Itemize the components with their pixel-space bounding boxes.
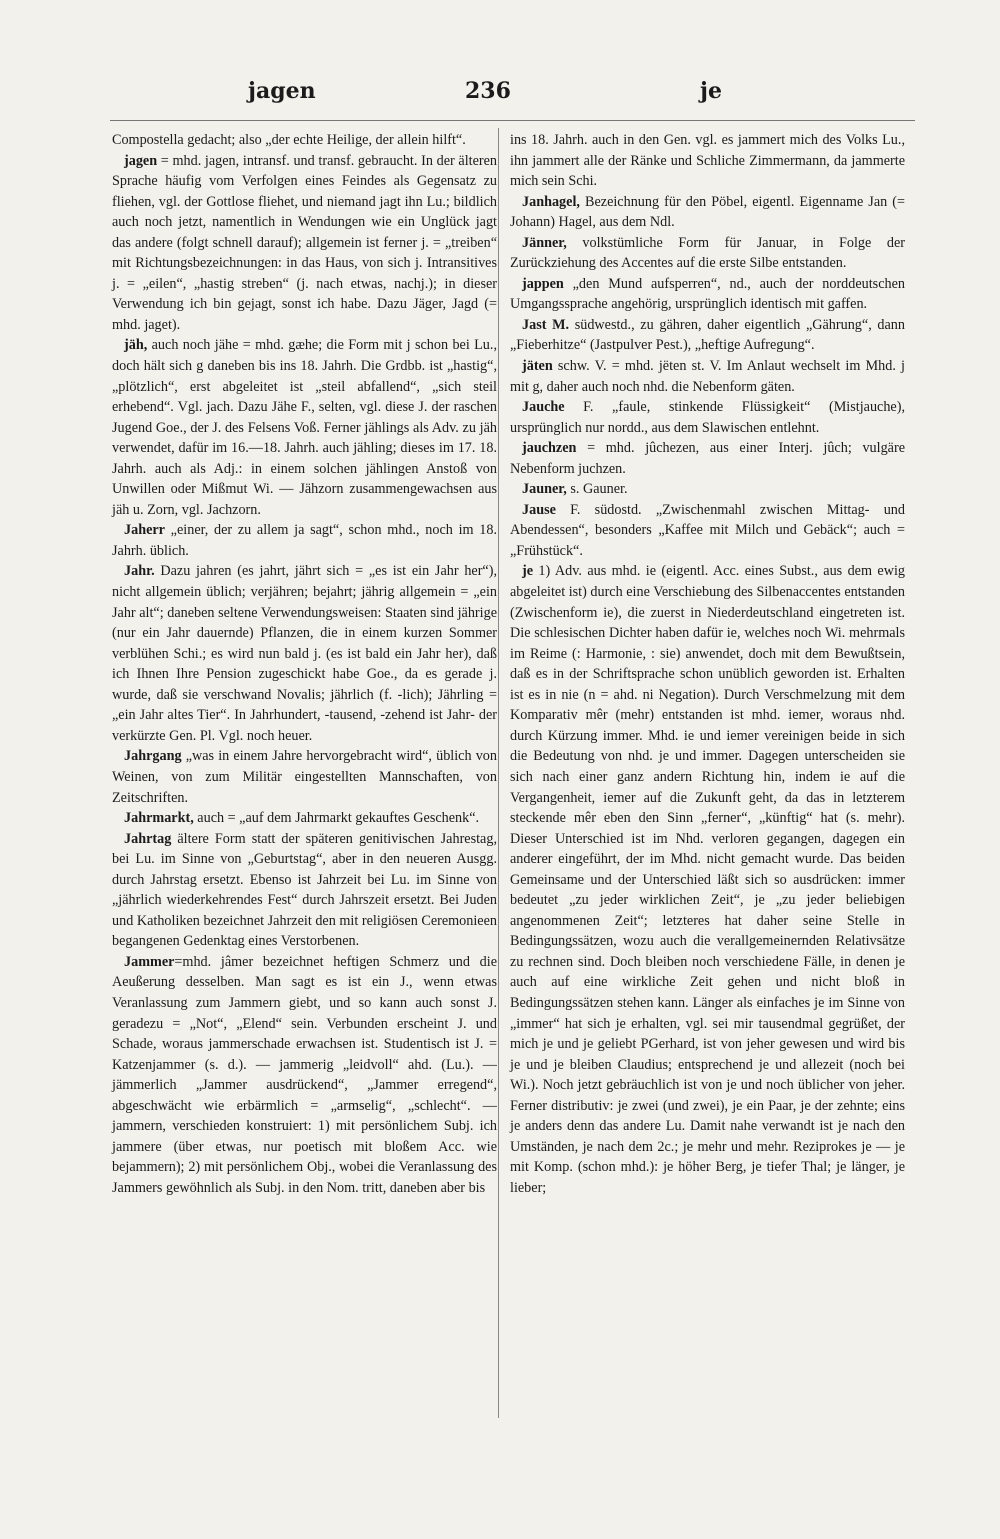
dictionary-entry [510,479,905,500]
entry-headword: Jahrgang [124,748,182,765]
entry-text: = mhd. jûchezen, aus einer Interj. jûch; vulgäre Nebenform juchzen. [510,440,905,477]
entry-text: „einer, der zu allem ja sagt“, schon mhd., noch im 18. Jahrh. üblich. [112,522,497,559]
entry-text: Bezeichnung für den Pöbel, eigentl. Eigenname Jan (= Johann) Hagel, aus dem Ndl. [510,193,905,231]
dictionary-entry [112,952,497,1199]
dictionary-entry [510,233,905,274]
dictionary-entry [510,192,905,233]
entry-text: südwestd., zu gähren, daher eigentlich „Gährung“, dann „Fieberhitze“ (Jastpulver Pest.), „heftige Aufregung“. [510,316,905,354]
entry-text: =mhd. jâmer bezeichnet heftigen Schmerz und die Aeußerung desselben. Man sagt es ist ein J., wenn etwas Veranlassung zum Jammern giebt, und so kann auch sonst J. geradezu = „Not“, „Elend“ sein. Verbunden erscheint J. und Schade, woraus jammerschade erwachsen ist. Studentisch ist J. = Katzenjammer (s. d.). — jammerig „leidvoll“ ahd. (Lu.). — jämmerlich „Jammer ausdrückend“, „Jammer erregend“, abgeschwächt wie erbärmlich = „armselig“, „schlecht“. — jammern, verschieden konstruiert: 1) mit persönlichem Subj. ich jammere (über etwas, nur poetisch mit bloßem Acc. wie bejammern); 2) mit persönlichem Obj., wobei die Veranlassung des Jammers gewöhnlich als Subj. in den Nom. tritt, daneben aber bis [112,953,497,1196]
entry-text: F. „faule, stinkende Flüssigkeit“ (Mistjauche), ursprünglich nur nordd., aus dem Slawischen entlehnt. [510,399,905,436]
entry-headword: Jahrtag [124,830,172,847]
dictionary-entry [112,151,497,336]
entry-text: s. Gauner. [566,481,628,498]
dictionary-entry [112,746,497,808]
entry-text: auch noch jähe = mhd. gæhe; die Form mit j schon bei Lu., doch hält sich g daneben bis ins 18. Jahrh. Die Grdbb. ist „hastig“, „plötzlich“, erst abgeleitet ist „steil abfallend“, „sich steil erhebend“. Vgl. jach. Dazu Jähe F., selten, vgl. diese J. der raschen Jugend Goe., der J. des Felsens Voß. Ferner jählings als Adv. zu jäh verwendet, dafür im 16.—18. Jahrh. auch jähling; dieses im 17. 18. Jahrh. auch als Adj.: in einem solchen jählingen Anstoß von Unwillen oder Mißmut Wi. — Jähzorn zusammengewachsen aus jäh u. Zorn, vgl. Jachzorn. [112,337,497,518]
entry-text: ältere Form statt der späteren genitivischen Jahrestag, bei Lu. im Sinne von „Geburtstag“, aber in den neueren Ausgg. durch Jahrstag ersetzt. Ebenso ist Jahrzeit bei Lu. im Sinne von „jährlich wiederkehrendes Fest“ durch Jahrszeit ersetzt. Bei Juden und Katholiken bezeichnet Jahrzeit den mit religiösen Ceremonieen begangenen Gedenktag eines Verstorbenen. [112,830,497,950]
dictionary-entry [510,500,905,562]
dictionary-entry [510,274,905,315]
dictionary-entry [112,829,497,952]
entry-text: F. südostd. „Zwischenmahl zwischen Mittag- und Abendessen“, besonders „Kaffee mit Milch und Gebäck“; auch = „Frühstück“. [510,501,905,559]
entry-text: = mhd. jagen, intransf. und transf. gebraucht. In der älteren Sprache häufig vom Verfolgen eines Feindes als Gegensatz zu fliehen, vgl. der Gottlose fliehet, und niemand jagt ihn Lu.; bildlich auch noch jetzt, namentlich in Wendungen wie ein Unglück jagt das andere (folgt schnell darauf); allgemein ist ferner j. = „treiben“ mit Richtungsbezeichnungen: in das Haus, von sich j. Intransitives j. = „eilen“, „hastig streben“ (j. nach etwas, nachj.); in dieser Verwendung ich bin gejagt, sonst ich habe. Dazu Jäger, Jagd (= mhd. jaget). [112,152,497,333]
entry-headword: jauchzen [522,440,577,457]
entry-headword: Jammer [124,953,175,970]
entry-headword: jagen [124,152,158,169]
left-column [112,130,497,1198]
dictionary-entry [510,130,905,192]
entry-headword: Jauche [522,399,565,416]
column-divider [498,128,499,1418]
header-right-catchword: je [700,78,722,104]
page-number: 236 [465,78,511,104]
entry-headword: Jänner, [522,234,567,251]
dictionary-entry [510,315,905,356]
page-header [110,78,910,118]
entry-text: auch = „auf dem Jahrmarkt gekauftes Geschenk“. [193,810,480,827]
entry-headword: Jause [522,501,556,518]
entry-text: „was in einem Jahre hervorgebracht wird“, üblich von Weinen, von zum Militär eingestellten Mannschaften, von Zeitschriften. [112,748,497,806]
header-left-catchword: jagen [248,78,316,104]
entry-headword: Jaherr [124,522,165,539]
entry-headword: jappen [522,275,564,292]
entry-headword: je [522,563,534,580]
dictionary-entry [510,561,905,1198]
right-column [510,130,905,1198]
entry-text: volkstümliche Form für Januar, in Folge der Zurückziehung des Accentes auf die erste Silbe entstanden. [510,234,905,272]
entry-text: schw. V. = mhd. jëten st. V. Im Anlaut wechselt im Mhd. j mit g, daher auch noch nhd. die Nebenform gäten. [510,358,905,395]
entry-text: „den Mund aufsperren“, nd., auch der norddeutschen Umgangssprache angehörig, ursprünglich identisch mit gaffen. [510,275,905,313]
entry-headword: Jast M. [522,316,570,333]
entry-headword: Jahr. [124,563,155,580]
entry-text: Dazu jahren (es jahrt, jährt sich = „es ist ein Jahr her“), nicht allgemein üblich; verjähren; bejahrt; jährig allgemein = „ein Jahr alt“; daneben seltene Verwendungsweisen: Staaten sind jährige (nur ein Jahr dauernde) Pflanzen, die in einem kurzen Sommer verblühen Schi.; es wird nun bald j. (es ist bald ein Jahr her), daß ich Ihnen Ihre Pension zugeschickt habe Goe., da es gerade j. wurde, daß sie verschwand Novalis; jährlich (f. -lich); Jährling = „ein Jahr altes Tier“. In Jahrhundert, -tausend, -zehend ist Jahr- der verkürzte Gen. Pl. Vgl. noch heuer. [112,563,497,744]
entry-headword: Jahrmarkt, [124,810,194,827]
dictionary-entry [112,561,497,746]
entry-text: 1) Adv. aus mhd. ie (eigentl. Acc. eines Subst., aus dem ewig abgeleitet ist) durch eine Verschiebung des Silbenaccentes entstanden (Zwischenform ie), die zuerst in Niederdeutschland eingetreten ist. Die schlesischen Dichter haben dafür ie, welches noch Wi. mehrmals im Reime (: Harmonie, : sie) anwendet, doch mit dem Bewußtsein, daß es in der Schriftsprache schon unüblich geworden ist. Erhalten ist es in nie (n = ahd. ni Negation). Durch Verschmelzung mit dem Komparativ mêr (mehr) entstanden ist mhd. iemer, woraus nhd. durch Kürzung immer. Mhd. ie und iemer vereinigen beide in sich die Bedeutung von nhd. je und immer. Dagegen unterscheiden sie sich nach einer ganz andern Richtung hin, indem ie auf die Vergangenheit, iemer auf die Zukunft geht, da das in letzterem steckende mêr eben den Sinn „ferner“, „künftig“ hat (s. mehr). Dieser Unterschied ist im Nhd. verloren gegangen, dagegen ein anderer eingeführt, der im Mhd. nicht gemacht wurde. Das beiden Gemeinsame und der Unterschied läßt sich so ausdrücken: immer bedeutet „zu jeder wirklichen Zeit“, je „zu jeder beliebigen angenommenen Zeit“; letzteres hat daher seine Stelle in Bedingungssätzen, wozu auch die verallgemeinernden Relativsätze zu rechnen sind. Doch bleiben noch verschiedene Fälle, in denen je auch auf eine wirkliche Zeit gehen und nicht bloß in Bedingungssätzen stehen kann. Länger als einfaches je im Sinne von „immer“ hat sich je erhalten, vgl. sei mir tausendmal gegrüßet, der mich je und je geliebt PGerhard, ist von jeher gewesen und wird bis je und je bleiben Claudius; entsprechend je und allezeit (noch bei Wi.). Noch jetzt gebräuchlich ist von je und noch üblicher von jeher. Ferner distributiv: je zwei (und zwei), je ein Paar, je der zehnte; eins je anders denn das andere Lu. Damit nahe verwandt ist je nach den Umständen, je nach dem 2c.; je mehr und mehr. Reziprokes je — je mit Komp. (schon mhd.): je höher Berg, je tiefer Thal; je länger, je lieber; [510,563,905,1196]
dictionary-entry [112,520,497,561]
entry-headword: jäten [522,358,553,375]
dictionary-entry [510,397,905,438]
entry-headword: Janhagel, [522,193,580,210]
dictionary-entry [510,356,905,397]
entry-headword: jäh, [124,337,148,354]
entry-headword: Jauner, [522,481,567,498]
dictionary-entry [510,438,905,479]
dictionary-entry [112,335,497,520]
entry-text: ins 18. Jahrh. auch in den Gen. vgl. es jammert mich des Volks Lu., ihn jammert alle der Ränke und Schliche Zimmermann, da jammerte mich sein Schi. [510,132,905,190]
header-rule [110,120,915,121]
dictionary-entry [112,130,497,151]
dictionary-entry [112,808,497,829]
entry-text: Compostella gedacht; also „der echte Heilige, der allein hilft“. [112,132,466,148]
